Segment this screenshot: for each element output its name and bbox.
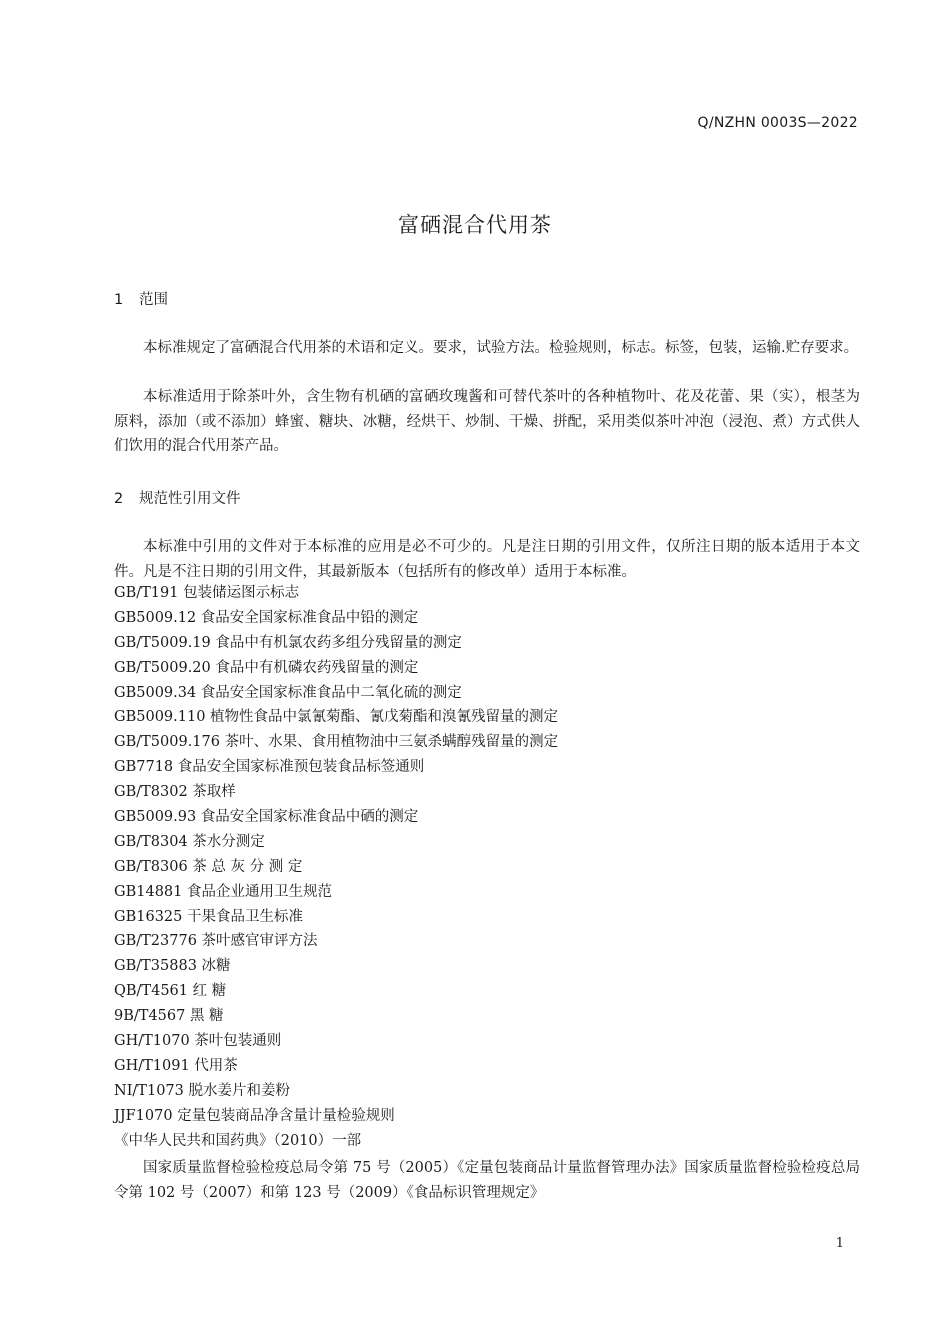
reference-item: JJF1070 定量包装商品净含量计量检验规则 <box>114 1107 395 1124</box>
section-number: 1 <box>114 292 124 308</box>
reference-item: GB/T8306 茶 总 灰 分 测 定 <box>114 858 303 875</box>
reference-item: GB/T191 包装储运图示标志 <box>114 585 300 601</box>
paragraph-scope-applicability: 本标准适用于除茶叶外，含生物有机硒的富硒玫瑰酱和可替代茶叶的各种植物叶、花及花蕾、果（实），根茎为原料，添加（或不添加）蜂蜜、糖块、冰糖，经烘干、炒制、干燥、拼配，采用类似茶叶冲泡（浸泡、煮）方式供人们饮用的混合代用茶产品。 <box>114 389 860 454</box>
reference-item: GB/T8302 茶取样 <box>114 784 236 801</box>
section-title: 范围 <box>139 292 168 308</box>
section-title: 规范性引用文件 <box>139 491 241 507</box>
reference-item: GH/T1070 茶叶包装通则 <box>114 1033 282 1050</box>
reference-list <box>114 581 860 1153</box>
section-heading-scope <box>114 288 168 309</box>
reference-item: GB/T35883 冰糖 <box>114 958 231 975</box>
reference-item: GB5009.110 植物性食品中氯氰菊酯、氰戊菊酯和溴氰残留量的测定 <box>114 709 559 726</box>
document-code: Q/NZHN 0003S—2022 <box>697 115 858 131</box>
paragraph-scope-terms: 本标准规定了富硒混合代用茶的术语和定义。要求，试验方法。检验规则，标志。标签，包装，运输.贮存要求。 <box>143 340 859 356</box>
reference-item: GB16325 干果食品卫生标准 <box>114 908 303 925</box>
reference-item: GB5009.34 食品安全国家标准食品中二氧化硫的测定 <box>114 684 462 701</box>
reference-item: GB14881 食品企业通用卫生规范 <box>114 883 332 900</box>
reference-item: GB/T5009.176 茶叶、水果、食用植物油中三氨杀螨醇残留量的测定 <box>114 734 559 751</box>
reference-item: GH/T1091 代用茶 <box>114 1057 238 1074</box>
reference-item: NI/T1073 脱水姜片和姜粉 <box>114 1082 290 1099</box>
reference-item: 9B/T4567 黑 糖 <box>114 1008 224 1025</box>
paragraph-references-intro: 本标准中引用的文件对于本标准的应用是必不可少的。凡是注日期的引用文件，仅所注日期的版本适用于本文件。凡是不注日期的引用文件，其最新版本（包括所有的修改单）适用于本标准。 <box>114 539 860 580</box>
reference-item: GB/T8304 茶水分测定 <box>114 833 265 850</box>
reference-item: GB7718 食品安全国家标准预包装食品标签通则 <box>114 759 425 776</box>
section-heading-normative-references <box>114 487 241 508</box>
reference-item: 《中华人民共和国药典》（2010）一部 <box>114 1132 362 1149</box>
page-number: 1 <box>835 1236 844 1251</box>
reference-item: QB/T4561 红 糖 <box>114 983 227 1000</box>
reference-item: GB5009.12 食品安全国家标准食品中铅的测定 <box>114 609 419 626</box>
paragraph-regulations: 国家质量监督检验检疫总局令第 75 号（2005）《定量包装商品计量监督管理办法》国家质量监督检验检疫总局令第 102 号（2007）和第 123 号（2009）《食品标识管理规定》 <box>114 1160 860 1201</box>
reference-item: GB/T5009.19 食品中有机氯农药多组分残留量的测定 <box>114 634 462 651</box>
reference-item: GB5009.93 食品安全国家标准食品中硒的测定 <box>114 809 419 826</box>
reference-item: GB/T23776 茶叶感官审评方法 <box>114 933 318 950</box>
document-title: 富硒混合代用茶 <box>398 213 552 237</box>
reference-item: GB/T5009.20 食品中有机磷农药残留量的测定 <box>114 659 419 676</box>
section-number: 2 <box>114 491 124 507</box>
